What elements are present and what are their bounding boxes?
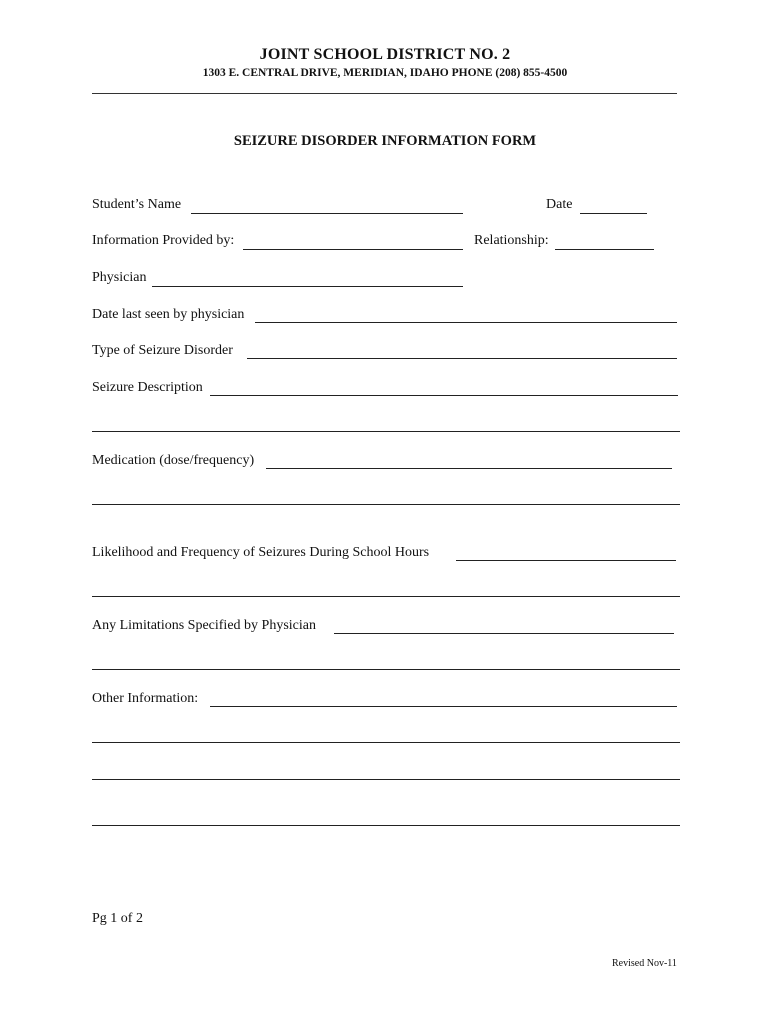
seizure-description-field[interactable] <box>210 395 678 396</box>
other-information-field-line-2[interactable] <box>92 742 680 743</box>
page-number: Pg 1 of 2 <box>92 911 143 926</box>
physician-label: Physician <box>92 270 147 285</box>
limitations-label: Any Limitations Specified by Physician <box>92 618 316 633</box>
date-last-seen-label: Date last seen by physician <box>92 307 245 322</box>
header-divider <box>92 93 677 94</box>
date-last-seen-field[interactable] <box>255 322 677 323</box>
district-name: JOINT SCHOOL DISTRICT NO. 2 <box>259 46 511 63</box>
information-provided-by-label: Information Provided by: <box>92 233 235 248</box>
information-provided-by-field[interactable] <box>243 249 463 250</box>
medication-field-line-2[interactable] <box>92 504 680 505</box>
medication-field[interactable] <box>266 468 672 469</box>
seizure-description-label: Seizure Description <box>92 380 203 395</box>
date-field[interactable] <box>580 213 647 214</box>
date-label: Date <box>546 197 573 212</box>
likelihood-field[interactable] <box>456 560 676 561</box>
form-title: SEIZURE DISORDER INFORMATION FORM <box>233 133 537 149</box>
district-address: 1303 E. CENTRAL DRIVE, MERIDIAN, IDAHO PHONE (208) 855-4500 <box>202 67 568 79</box>
revision-note: Revised Nov-11 <box>612 958 677 969</box>
student-name-label: Student’s Name <box>92 197 182 212</box>
likelihood-label: Likelihood and Frequency of Seizures During School Hours <box>92 545 430 560</box>
type-of-seizure-label: Type of Seizure Disorder <box>92 343 233 358</box>
student-name-field[interactable] <box>191 213 463 214</box>
other-information-field[interactable] <box>210 706 677 707</box>
other-information-field-line-4[interactable] <box>92 825 680 826</box>
other-information-field-line-3[interactable] <box>92 779 680 780</box>
limitations-field[interactable] <box>334 633 674 634</box>
relationship-field[interactable] <box>555 249 654 250</box>
medication-label: Medication (dose/frequency) <box>92 453 255 468</box>
physician-field[interactable] <box>152 286 463 287</box>
seizure-description-field-line-2[interactable] <box>92 431 680 432</box>
type-of-seizure-field[interactable] <box>247 358 677 359</box>
likelihood-field-line-2[interactable] <box>92 596 680 597</box>
limitations-field-line-2[interactable] <box>92 669 680 670</box>
relationship-label: Relationship: <box>474 233 549 248</box>
other-information-label: Other Information: <box>92 691 199 706</box>
